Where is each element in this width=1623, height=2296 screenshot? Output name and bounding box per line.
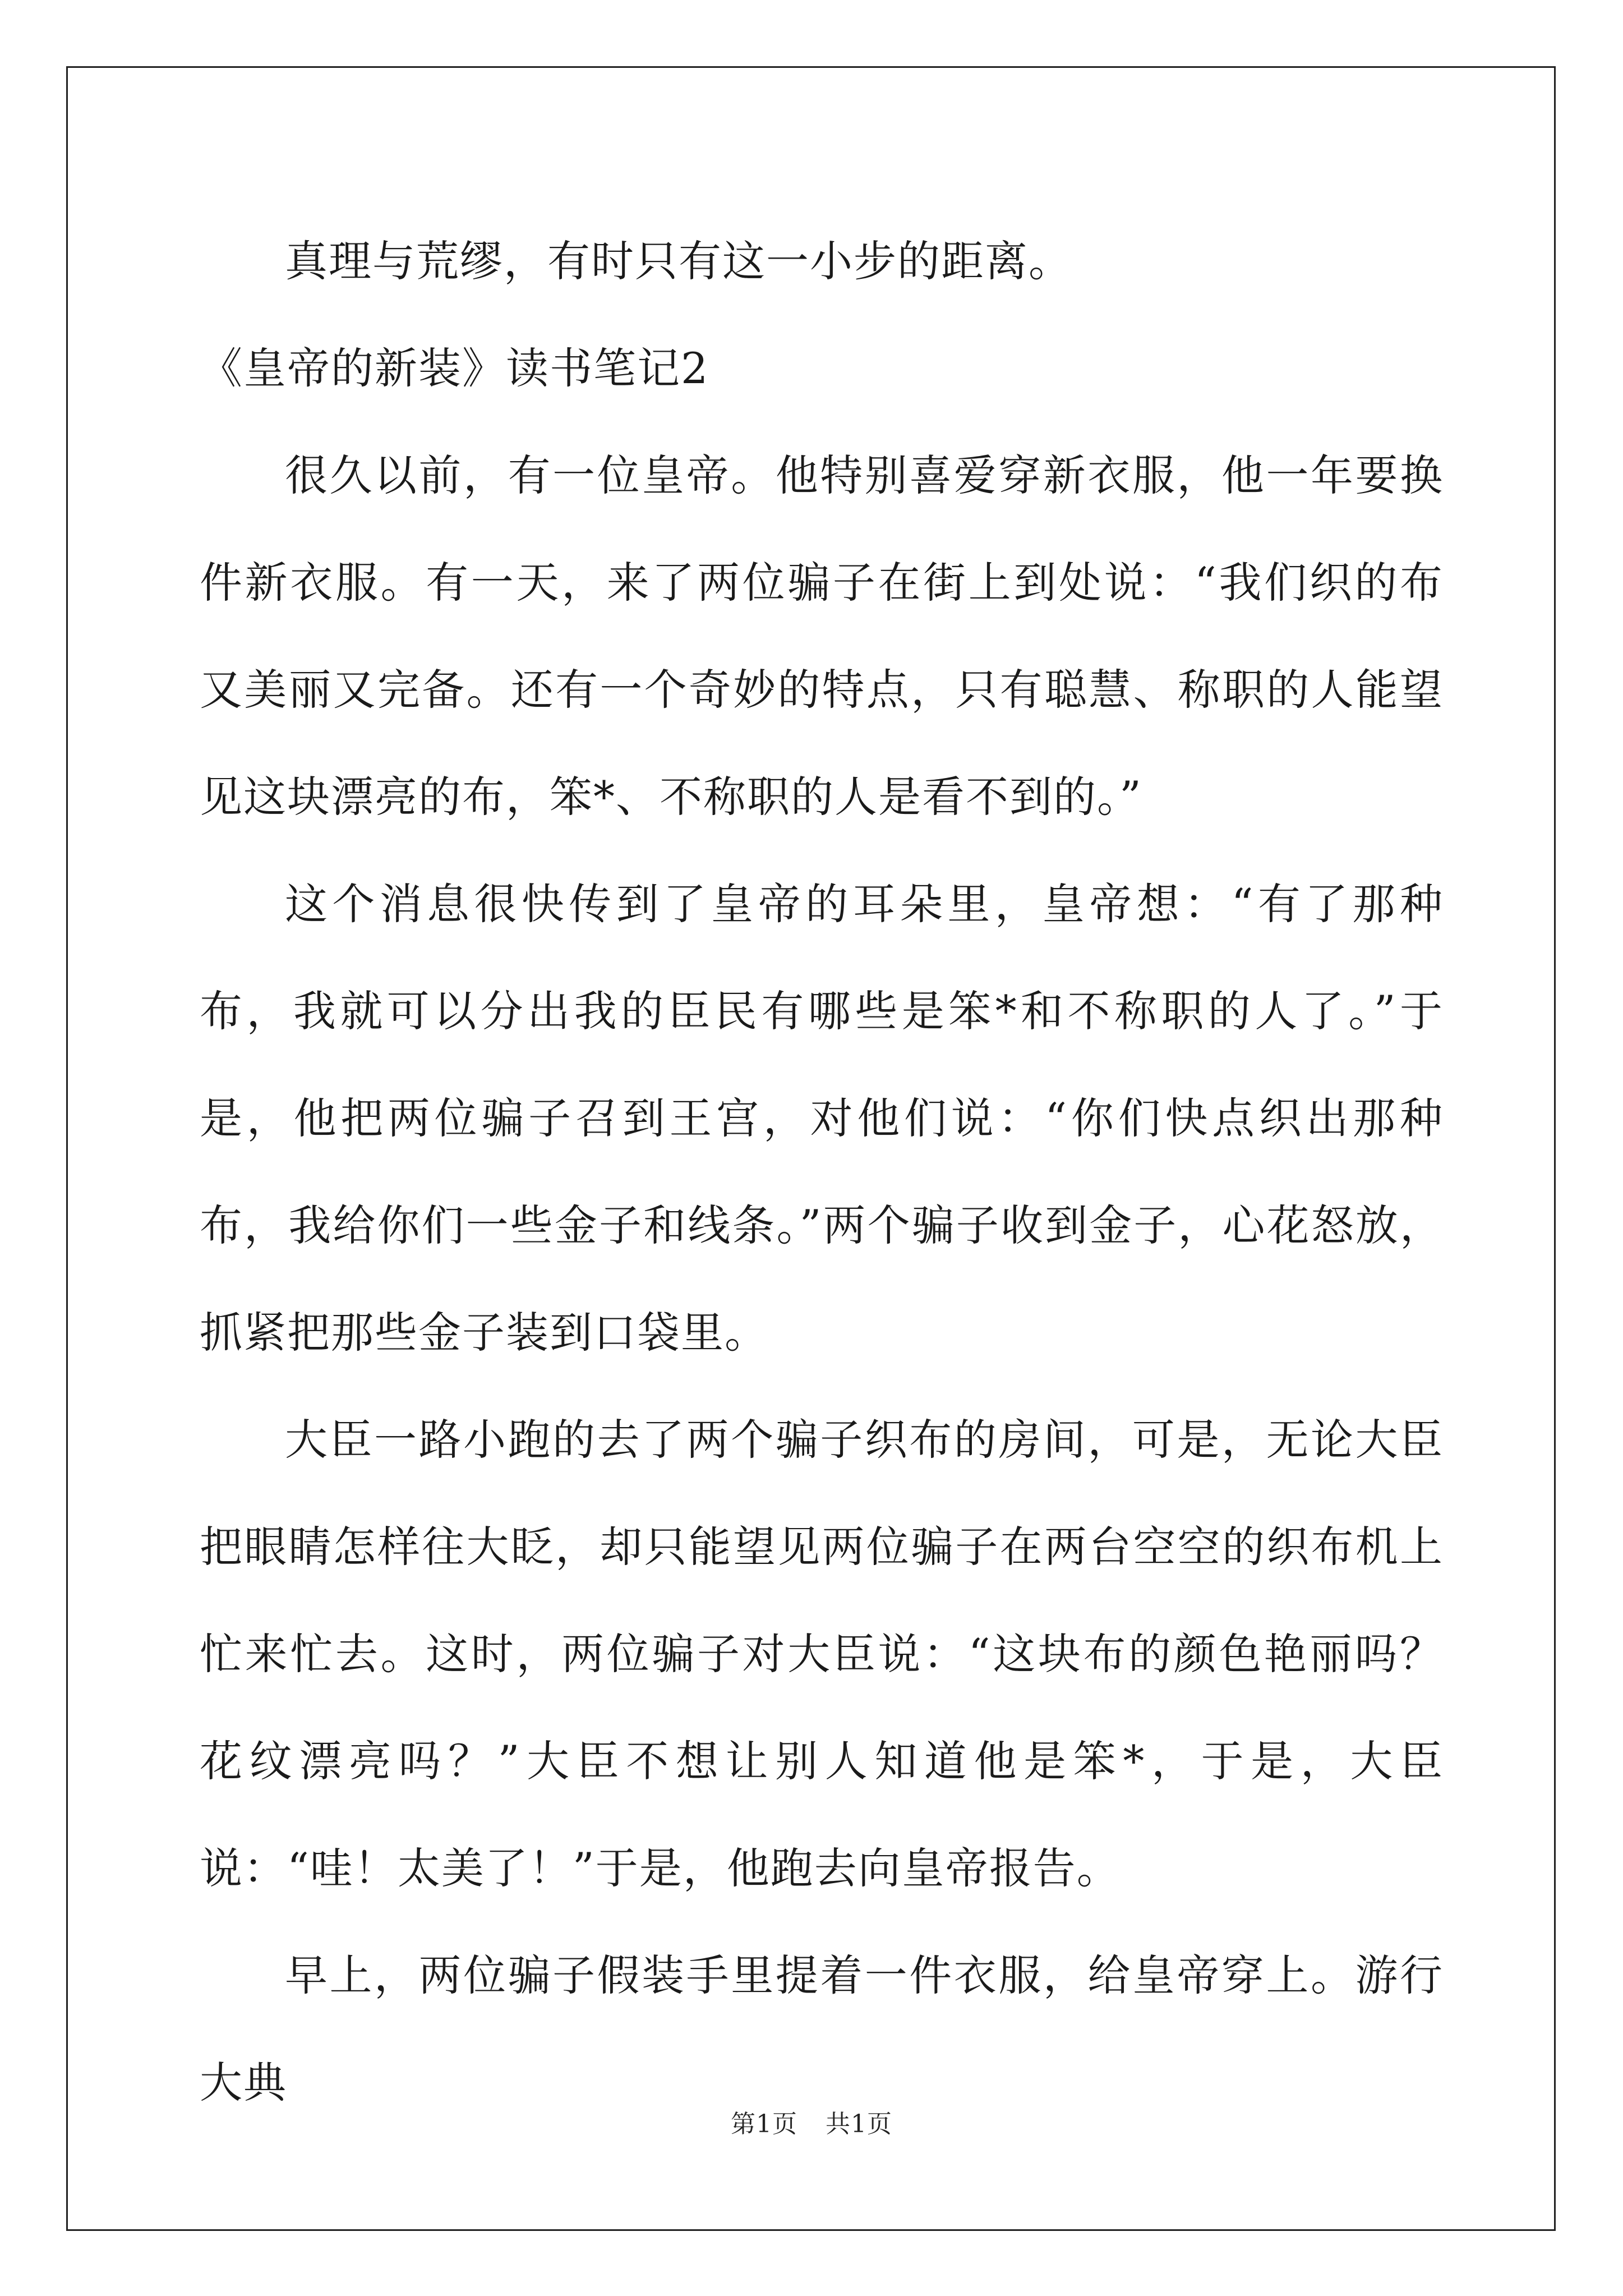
paragraph-story-opening: 很久以前，有一位皇帝。他特别喜爱穿新衣服，他一年要换件新衣服。有一天，来了两位骗子在街上到处说：“我们织的布又美丽又完备。还有一个奇妙的特点，只有聪慧、称职的人能望见这块漂亮的布，笨*、不称职的人是看不到的。” <box>200 450 1444 822</box>
document-body <box>200 208 1444 2136</box>
paragraph-intro-sentence: 真理与荒缪，有时只有这一小步的距离。 <box>285 236 1072 286</box>
section-heading: 《皇帝的新装》读书笔记2 <box>200 343 709 393</box>
paragraph-emperor-hears: 这个消息很快传到了皇帝的耳朵里，皇帝想：“有了那种布，我就可以分出我的臣民有哪些是笨*和不称职的人了。”于是，他把两位骗子召到王宫，对他们说：“你们快点织出那种布，我给你们一些金子和线条。”两个骗子收到金子，心花怒放，抓紧把那些金子装到口袋里。 <box>200 879 1444 1358</box>
page-footer <box>0 2104 1623 2139</box>
page-total: 共1页 <box>826 2110 892 2138</box>
paragraph-morning-parade: 早上，两位骗子假装手里提着一件衣服，给皇帝穿上。游行大典 <box>200 1950 1444 2108</box>
paragraph-minister-visit: 大臣一路小跑的去了两个骗子织布的房间，可是，无论大臣把眼睛怎样往大眨，却只能望见两位骗子在两台空空的织布机上忙来忙去。这时，两位骗子对大臣说：“这块布的颜色艳丽吗？花纹漂亮吗？”大臣不想让别人知道他是笨*，于是，大臣说：“哇！太美了！”于是，他跑去向皇帝报告。 <box>200 1415 1444 1893</box>
page-number: 第1页 <box>731 2110 797 2138</box>
